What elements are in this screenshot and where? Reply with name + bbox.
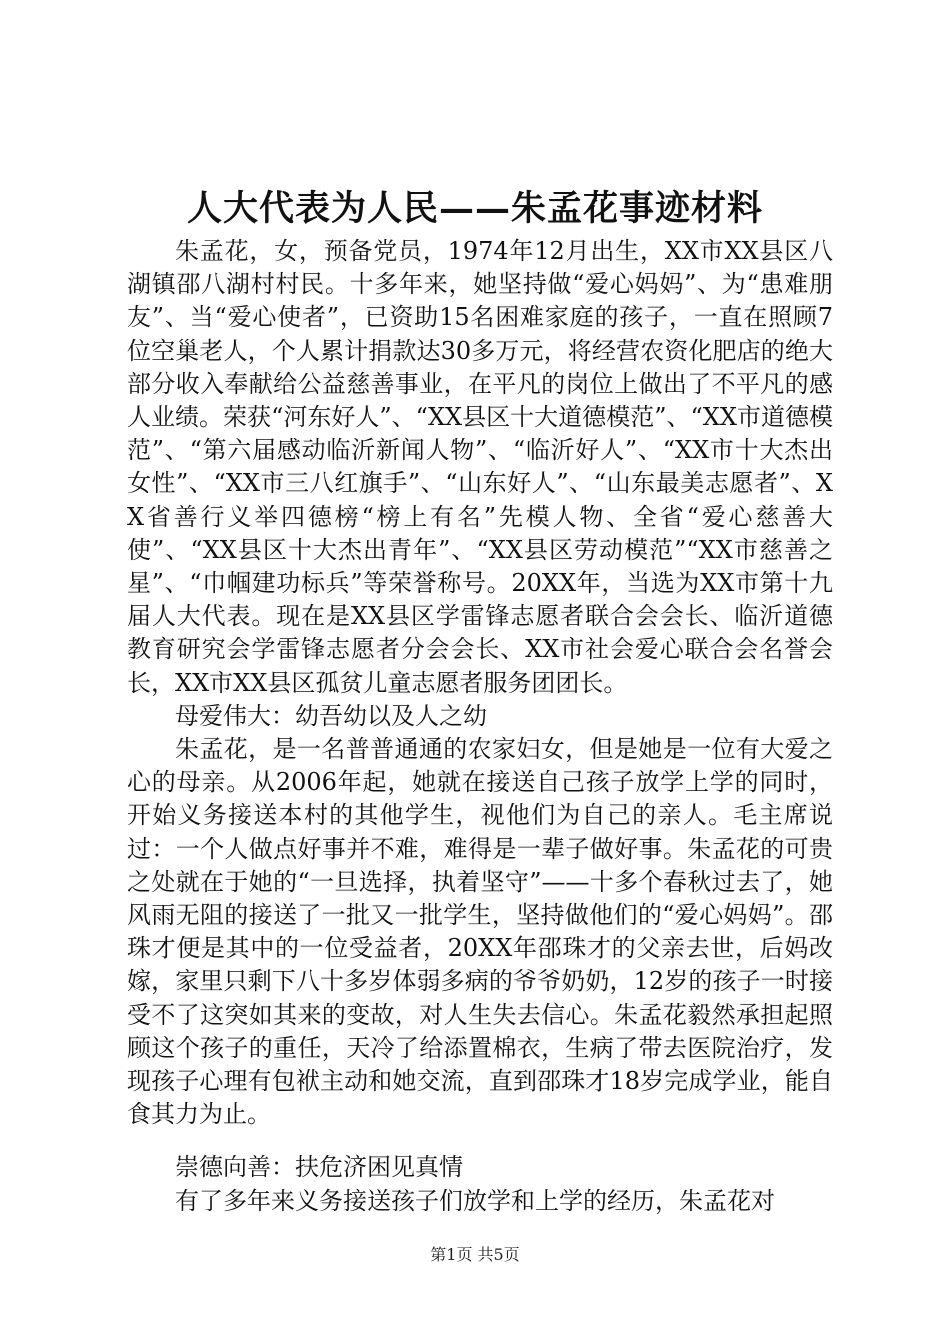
document-title: 人大代表为人民——朱孟花事迹材料	[186, 188, 763, 229]
section-heading-maternal-love: 母爱伟大：幼吾幼以及人之幼	[175, 701, 487, 730]
paragraph-virtue: 有了多年来义务接送孩子们放学和上学的经历，朱孟花对	[175, 1186, 775, 1215]
paragraph-maternal-love: 朱孟花，是一名普普通通的农家妇女，但是她是一位有大爱之心的母亲。从2006年起，她就在接送自己孩子放学上学的同时，开始义务接送本村的其他学生，视他们为自己的亲人。毛主席说过：一个人做点好事并不难，难得是一辈子做好事。朱孟花的可贵之处就在于她的“一旦选择，执着坚守”——十多个春秋过去了，她风雨无阻的接送了一批又一批学生，坚持做他们的“爱心妈妈”。邵珠才便是其中的一位受益者，20XX年邵珠才的父亲去世，后妈改嫁，家里只剩下八十多岁体弱多病的爷爷奶奶，12岁的孩子一时接受不了这突如其来的变故，对人生失去信心。朱孟花毅然承担起照顾这个孩子的重任，天冷了给添置棉衣，生病了带去医院治疗，发现孩子心理有包袱主动和她交流，直到邵珠才18岁完成学业，能自食其力为止。	[127, 735, 833, 1129]
page-number-footer: 第1页 共5页	[430, 1245, 520, 1264]
paragraph-intro: 朱孟花，女，预备党员，1974年12月出生，XX市XX县区八湖镇邵八湖村村民。十多年来，她坚持做“爱心妈妈”、为“患难朋友”、当“爱心使者”，已资助15名困难家庭的孩子，一直在照顾7位空巢老人，个人累计捐款达30多万元，将经营农资化肥店的绝大部分收入奉献给公益慈善事业，在平凡的岗位上做出了不平凡的感人业绩。荣获“河东好人”、“XX县区十大道德模范”、“XX市道德模范”、“第六届感动临沂新闻人物”、“临沂好人”、“XX市十大杰出女性”、“XX市三八红旗手”、“山东好人”、“山东最美志愿者”、XX省善行义举四德榜“榜上有名”先模人物、全省“爱心慈善大使”、“XX县区十大杰出青年”、“XX县区劳动模范”“XX市慈善之星”、“巾帼建功标兵”等荣誉称号。20XX年，当选为XX市第十九届人大代表。现在是XX县区学雷锋志愿者联合会会长、临沂道德教育研究会学雷锋志愿者分会会长、XX市社会爱心联合会名誉会长，XX市XX县区孤贫儿童志愿者服务团团长。	[127, 237, 833, 697]
document-body	[127, 235, 833, 1218]
section-heading-virtue: 崇德向善：扶危济困见真情	[175, 1153, 463, 1182]
paragraph-gap	[127, 1131, 833, 1151]
